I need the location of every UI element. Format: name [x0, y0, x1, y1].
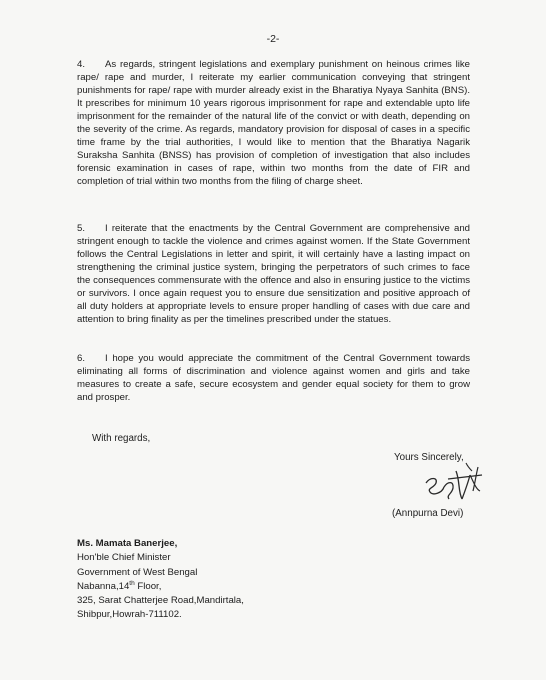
- sender-name: (Annpurna Devi): [392, 508, 464, 519]
- building-prefix: Nabanna,14: [77, 580, 130, 592]
- paragraph-text: As regards, stringent legislations and exemplary punishment on heinous crimes like rape/ rape and murder, I reiterate my earlier communication conveying that stringent punishments for rape/ rape with murder already exist in the Bharatiya Nyaya Sanhita (BNS). It prescribes for minimum 10 years rigorous imprisonment for rape and extendable upto life imprisonment for the remainder of the natural life of the convict or with death, depending on the severity of the crime. As regards, mandatory provision for disposal of cases in a specific time frame by the trial authorities, I would like to mention that the Bharatiya Nagarik Suraksha Sanhita (BNSS) has provision of completion of investigation that also includes forensic examination in cases of rape, within two months from the date of FIR and completion of trial within two months from the filing of charge sheet.: [77, 59, 470, 187]
- addressee-title: Hon'ble Chief Minister: [77, 552, 171, 564]
- paragraph-text: I hope you would appreciate the commitment of the Central Government towards eliminating all forms of discrimination and violence against women and girls and take measures to create a safe, secure ecosystem and gender equal society for them to grow and prosper.: [77, 353, 470, 403]
- closing-line: Yours Sincerely,: [394, 452, 464, 463]
- addressee-office: Government of West Bengal: [77, 566, 198, 578]
- addressee-street: 325, Sarat Chatterjee Road,Mandirtala,: [77, 595, 244, 607]
- building-ordinal: th: [129, 579, 135, 587]
- building-suffix: Floor,: [134, 580, 162, 592]
- paragraph-number: 6.: [77, 353, 86, 364]
- paragraph-5: [77, 222, 470, 326]
- addressee-building: [77, 580, 244, 594]
- addressee-city: Shibpur,Howrah-711102.: [77, 609, 182, 621]
- paragraph-text: I reiterate that the enactments by the Central Government are comprehensive and stringent enough to tackle the violence and crimes against women. If the State Government follows the Central Legislations in letter and spirit, it will certainly have a lasting impact on strengthening the criminal justice system, bringing the perpetrators of such crimes to face the consequences commensurate with the offence and also in ensuring justice to the victims or survivors. I once again request you to ensure due sensitization and positive approach of all duty holders at appropriate levels to ensure proper handling of cases with due care and attention to bring finality as per the timelines prescribed under the statues.: [77, 223, 470, 325]
- paragraph-number: 4.: [77, 59, 86, 70]
- paragraph-6: [77, 352, 470, 404]
- addressee-block: [77, 537, 244, 623]
- paragraph-4: [77, 58, 470, 188]
- handwritten-signature: [418, 461, 488, 507]
- addressee-name: Ms. Mamata Banerjee,: [77, 538, 178, 549]
- paragraph-number: 5.: [77, 223, 86, 234]
- regards-line: With regards,: [92, 433, 151, 444]
- page-number: -2-: [266, 33, 280, 45]
